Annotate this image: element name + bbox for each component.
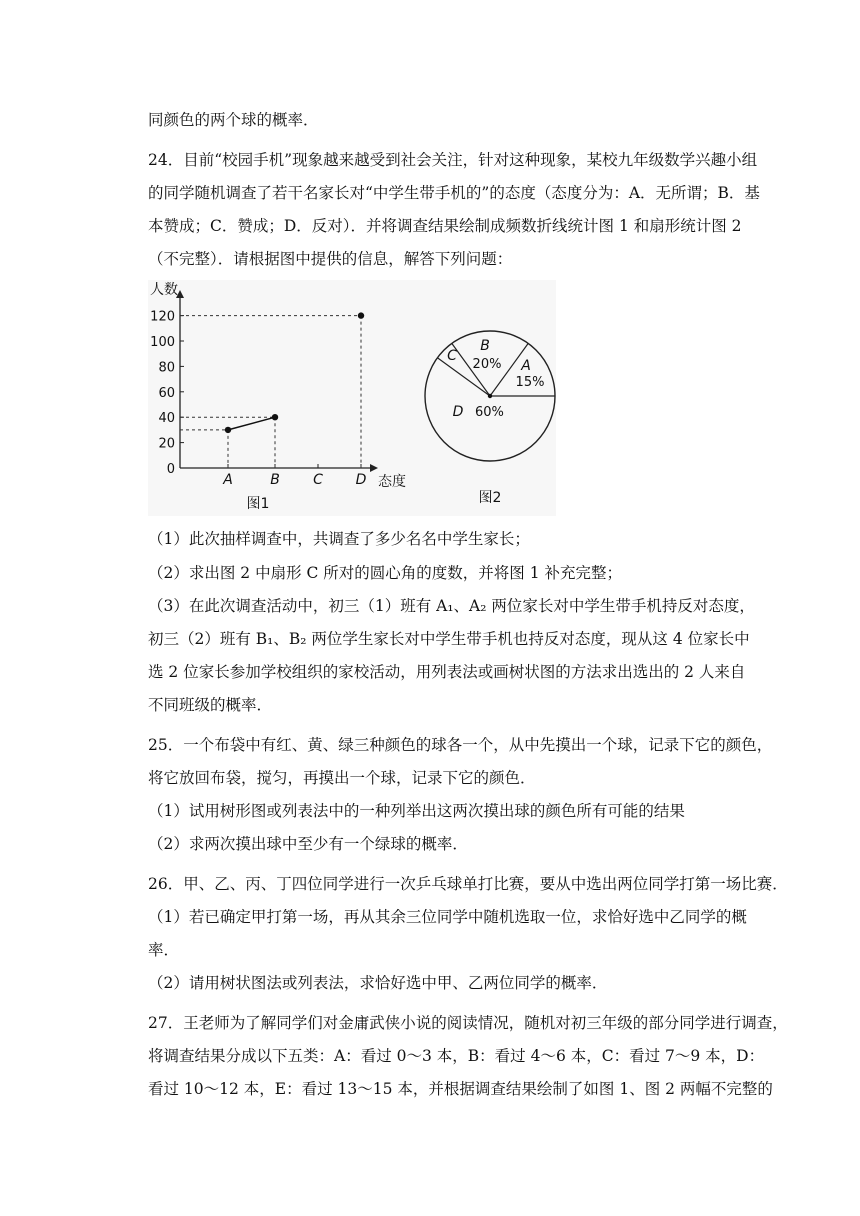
text-line: （1）此次抽样调查中，共调查了多少名名中学生家长； — [148, 530, 530, 548]
data-point — [272, 414, 278, 420]
pie-slice-label: B — [480, 338, 490, 354]
y-tick-label: 0 — [166, 462, 175, 477]
y-tick-label: 80 — [158, 360, 175, 376]
pie-slice-percent: 20% — [472, 357, 502, 372]
y-tick-label: 100 — [150, 335, 175, 350]
text-line: 率． — [148, 941, 180, 959]
text-line: 将它放回布袋，搅匀，再摸出一个球，记录下它的颜色． — [148, 769, 536, 787]
figure-background — [148, 280, 556, 516]
text-line: （1）若已确定甲打第一场，再从其余三位同学中随机选取一位，求恰好选中乙同学的概 — [148, 908, 747, 926]
text-line: 本赞成；C．赞成；D．反对）．并将调查结果绘制成频数折线统计图 1 和扇形统计图 2 — [148, 217, 742, 235]
text-line: 看过 10～12 本，E：看过 13～15 本，并根据调查结果绘制了如图 1、图 2 两幅不完整的 — [148, 1080, 773, 1098]
text-line: （2）求出图 2 中扇形 C 所对的圆心角的度数，并将图 1 补充完整； — [148, 564, 623, 582]
text-line: 的同学随机调查了若干名家长对“中学生带手机的”的态度（态度分为：A．无所谓；B．基 — [148, 184, 760, 202]
data-point — [358, 312, 364, 318]
y-tick-label: 20 — [158, 436, 175, 452]
figure-1-caption: 图1 — [246, 496, 270, 512]
text-line: 26．甲、乙、丙、丁四位同学进行一次乒乓球单打比赛，要从中选出两位同学打第一场比赛． — [148, 875, 788, 893]
y-tick-label: 40 — [158, 411, 175, 427]
text-line: 24．目前“校园手机”现象越来越受到社会关注，针对这种现象，某校九年级数学兴趣小组 — [148, 151, 758, 169]
figures-svg — [148, 280, 556, 516]
y-tick-label: 120 — [150, 309, 175, 325]
text-line: 选 2 位家长参加学校组织的家校活动，用列表法或画树状图的方法求出选出的 2 人来自 — [148, 663, 746, 681]
pie-center — [488, 394, 492, 398]
pie-slice-percent: 60% — [475, 405, 504, 420]
pie-slice-label: A — [521, 358, 531, 374]
text-line: 27．王老师为了解同学们对金庸武侠小说的阅读情况，随机对初三年级的部分同学进行调查， — [148, 1014, 788, 1032]
figure-2-caption: 图2 — [478, 490, 502, 506]
text-line: （3）在此次调查活动中，初三（1）班有 A₁、A₂ 两位家长对中学生带手机持反对态度， — [148, 597, 755, 615]
text-line: （1）试用树形图或列表法中的一种列举出这两次摸出球的颜色所有可能的结果 — [148, 802, 685, 820]
figures-area — [148, 280, 556, 516]
pie-slice-label: C — [447, 348, 457, 364]
y-axis-label: 人数 — [150, 282, 178, 298]
data-point — [225, 427, 231, 433]
text-line: 将调查结果分成以下五类：A：看过 0～3 本，B：看过 4～6 本，C：看过 7～9 本，D： — [148, 1047, 765, 1065]
x-tick-label: C — [313, 472, 323, 488]
y-tick-label: 60 — [158, 385, 175, 401]
x-tick-label: B — [270, 472, 280, 488]
pie-slice-label: D — [452, 404, 464, 420]
x-axis-label: 态度 — [378, 474, 406, 490]
text-line: （不完整）．请根据图中提供的信息，解答下列问题： — [148, 250, 513, 268]
text-line: 同颜色的两个球的概率． — [148, 111, 319, 129]
text-line: （2）求两次摸出球中至少有一个绿球的概率． — [148, 835, 468, 853]
text-line: 不同班级的概率． — [148, 696, 273, 714]
text-line: 初三（2）班有 B₁、B₂ 两位学生家长对中学生带手机也持反对态度，现从这 4 位家长中 — [148, 630, 750, 648]
pie-slice-percent: 15% — [515, 375, 545, 390]
text-line: （2）请用树状图法或列表法，求恰好选中甲、乙两位同学的概率． — [148, 974, 608, 992]
x-tick-label: D — [355, 472, 367, 488]
text-line: 25．一个布袋中有红、黄、绿三种颜色的球各一个，从中先摸出一个球，记录下它的颜色， — [148, 736, 773, 754]
x-tick-label: A — [223, 472, 233, 488]
